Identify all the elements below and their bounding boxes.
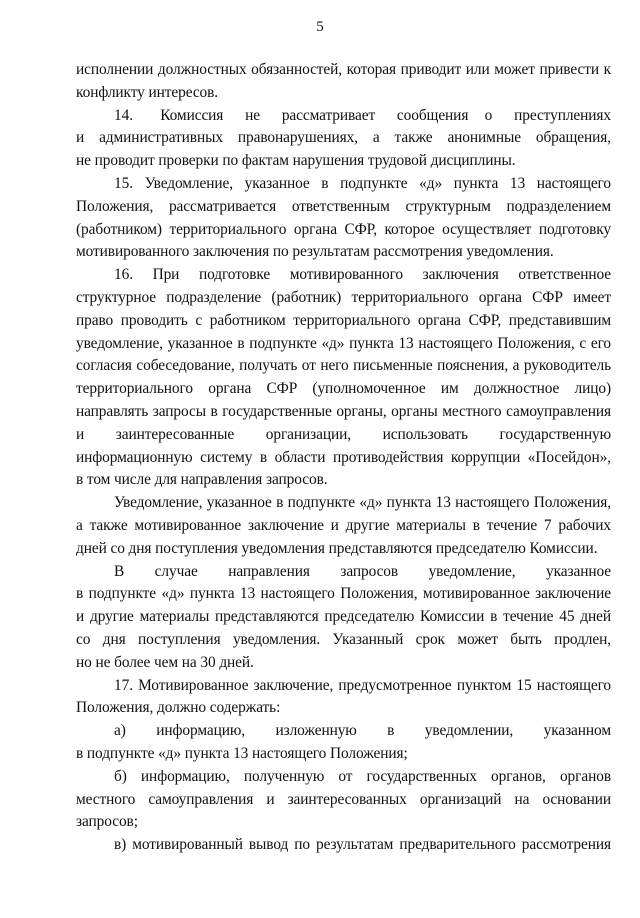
text-line: 16. При подготовке мотивированного заключения ответственное — [114, 266, 611, 284]
text-line: и заинтересованные организации, использовать государственную — [76, 425, 611, 443]
text-line: местного самоуправления и заинтересованных организаций на основании — [76, 790, 611, 808]
text-line: б) информацию, полученную от государственных органов, органов — [114, 767, 611, 785]
text-line: согласия собеседование, получать от него письменные пояснения, а руководитель — [76, 357, 611, 375]
text-line: дней со дня поступления уведомления представляются председателю Комиссии. — [76, 539, 598, 557]
text-line: 15. Уведомление, указанное в подпункте «д» пункта 13 настоящего — [114, 174, 611, 192]
text-line: 17. Мотивированное заключение, предусмотренное пунктом 15 настоящего — [114, 676, 611, 694]
text-line: информационную систему в области противодействия коррупции «Посейдон», — [76, 448, 611, 466]
text-line: со дня поступления уведомления. Указанный срок может быть продлен, — [76, 630, 611, 648]
text-line: запросов; — [76, 813, 138, 831]
document-body — [76, 59, 611, 857]
text-line: а) информацию, изложенную в уведомлении, указанном — [114, 722, 611, 740]
text-line: (работником) территориального органа СФР, которое осуществляет подготовку — [76, 220, 611, 238]
text-line: не проводит проверки по фактам нарушения трудовой дисциплины. — [76, 152, 516, 170]
text-line: и другие материалы представляются председателю Комиссии в течение 45 дней — [76, 608, 611, 626]
text-line: Положения, рассматривается ответственным структурным подразделением — [76, 197, 611, 215]
text-line: структурное подразделение (работник) территориального органа СФР имеет — [76, 288, 611, 306]
text-line: исполнении должностных обязанностей, которая приводит или может привести к — [76, 61, 611, 78]
text-line: но не более чем на 30 дней. — [76, 653, 254, 671]
text-line: в подпункте «д» пункта 13 настоящего Положения; — [76, 744, 408, 762]
text-line: территориального органа СФР (уполномоченное им должностное лицо) — [76, 380, 611, 398]
text-line: Положения, должно содержать: — [76, 699, 281, 717]
text-line: в том числе для направления запросов. — [76, 471, 328, 489]
text-line: 14. Комиссия не рассматривает сообщения о преступлениях — [114, 106, 611, 124]
text-line: направлять запросы в государственные органы, органы местного самоуправления — [76, 402, 611, 420]
text-line: в) мотивированный вывод по результатам предварительного рассмотрения — [114, 836, 611, 854]
text-line: уведомление, указанное в подпункте «д» пункта 13 настоящего Положения, с его — [76, 334, 611, 352]
text-line: и административных правонарушениях, а также анонимные обращения, — [76, 129, 611, 147]
text-line: мотивированного заключения по результатам рассмотрения уведомления. — [76, 243, 554, 261]
text-line: конфликту интересов. — [76, 83, 219, 101]
text-line: Уведомление, указанное в подпункте «д» пункта 13 настоящего Положения, — [114, 494, 611, 512]
text-line: а также мотивированное заключение и другие материалы в течение 7 рабочих — [76, 516, 611, 534]
text-line: право проводить с работником территориального органа СФР, представившим — [76, 311, 611, 329]
text-line: В случае направления запросов уведомление, указанное — [114, 562, 611, 580]
text-line: в подпункте «д» пункта 13 настоящего Положения, мотивированное заключение — [76, 585, 611, 603]
page-number: 5 — [316, 19, 324, 35]
